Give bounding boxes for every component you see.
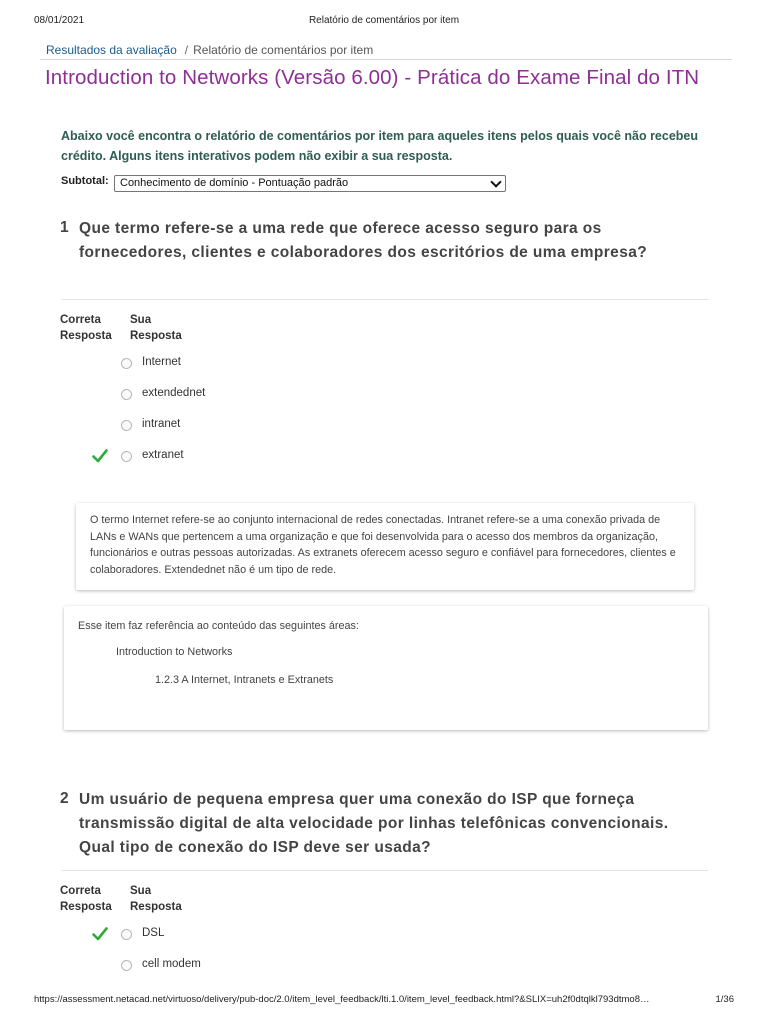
yours-header-line2: Resposta <box>130 901 182 913</box>
yours-header-line1: Sua <box>130 314 152 326</box>
feedback-text: O termo Internet refere-se ao conjunto internacional de redes conectadas. Intranet refere-se a uma conexão privada de LANs e WANs que pertencem a uma organização e que foi desenvolvida para o acesso dos membros da organização, funcionários e outras pessoas autorizadas. As extranets oferecem acesso seguro e confiável para fornecedores, clientes e colaboradores. Extendednet não é um tipo de rede. <box>90 514 676 576</box>
page-number: 1/36 <box>715 994 734 1005</box>
print-header <box>0 15 768 29</box>
check-icon <box>92 448 108 464</box>
correct-header-line2: Resposta <box>60 901 112 913</box>
check-icon <box>92 926 108 942</box>
your-answer-header <box>130 883 182 915</box>
option-label: extranet <box>142 449 184 461</box>
breadcrumb-current: Relatório de comentários por item <box>193 43 374 57</box>
option-label: cell modem <box>142 958 201 970</box>
radio-button[interactable] <box>121 960 132 971</box>
print-url: https://assessment.netacad.net/virtuoso/delivery/pub-doc/2.0/item_level_feedback/lti.1.0/item_level_feedback.html?&SLIX=uh2f0dtqlkl793dtmo8… <box>34 994 650 1005</box>
your-answer-header <box>130 312 182 344</box>
radio-button[interactable] <box>121 420 132 431</box>
feedback-box <box>76 503 694 590</box>
chevron-down-icon <box>490 176 501 187</box>
radio-button[interactable] <box>121 389 132 400</box>
print-date: 08/01/2021 <box>34 15 85 26</box>
correct-answer-header <box>60 883 112 915</box>
reference-box <box>64 606 708 730</box>
question-divider <box>62 299 708 300</box>
subtotal-selected-value: Conhecimento de domínio - Pontuação padrão <box>120 177 349 189</box>
option-label: intranet <box>142 418 181 430</box>
reference-course: Introduction to Networks <box>116 646 233 658</box>
question-text: Que termo refere-se a uma rede que oferece acesso seguro para os fornecedores, clientes e colaboradores dos escritórios de uma empresa? <box>79 220 648 261</box>
breadcrumb-link-results[interactable]: Resultados da avaliação <box>46 43 177 57</box>
breadcrumb <box>46 43 373 57</box>
yours-header-line1: Sua <box>130 885 152 897</box>
subtotal-select[interactable] <box>114 175 506 192</box>
correct-header-line1: Correta <box>60 314 101 326</box>
page-title: Introduction to Networks (Versão 6.00) - Prática do Exame Final do ITN <box>45 66 700 89</box>
radio-button[interactable] <box>121 451 132 462</box>
option-label: Internet <box>142 356 181 368</box>
question-number: 2 <box>60 790 69 807</box>
question-divider <box>62 870 708 871</box>
question-number: 1 <box>60 219 69 236</box>
correct-header-line2: Resposta <box>60 330 112 342</box>
header-divider <box>40 59 732 60</box>
correct-header-line1: Correta <box>60 885 101 897</box>
breadcrumb-separator: / <box>184 43 189 57</box>
print-title: Relatório de comentários por item <box>308 15 460 26</box>
reference-section: 1.2.3 A Internet, Intranets e Extranets <box>155 674 334 686</box>
correct-answer-header <box>60 312 112 344</box>
radio-button[interactable] <box>121 358 132 369</box>
yours-header-line2: Resposta <box>130 330 182 342</box>
radio-button[interactable] <box>121 929 132 940</box>
subtotal-label: Subtotal: <box>61 175 109 187</box>
reference-intro: Esse item faz referência ao conteúdo das seguintes áreas: <box>78 620 359 632</box>
option-label: extendednet <box>142 387 206 399</box>
question-text: Um usuário de pequena empresa quer uma conexão do ISP que forneça transmissão digital de alta velocidade por linhas telefônicas convencionais. Qual tipo de conexão do ISP deve ser usada? <box>79 791 669 856</box>
intro-text: Abaixo você encontra o relatório de comentários por item para aqueles itens pelos quais você não recebeu crédito. Alguns itens interativos podem não exibir a sua resposta. <box>61 129 699 163</box>
option-label: DSL <box>142 927 165 939</box>
